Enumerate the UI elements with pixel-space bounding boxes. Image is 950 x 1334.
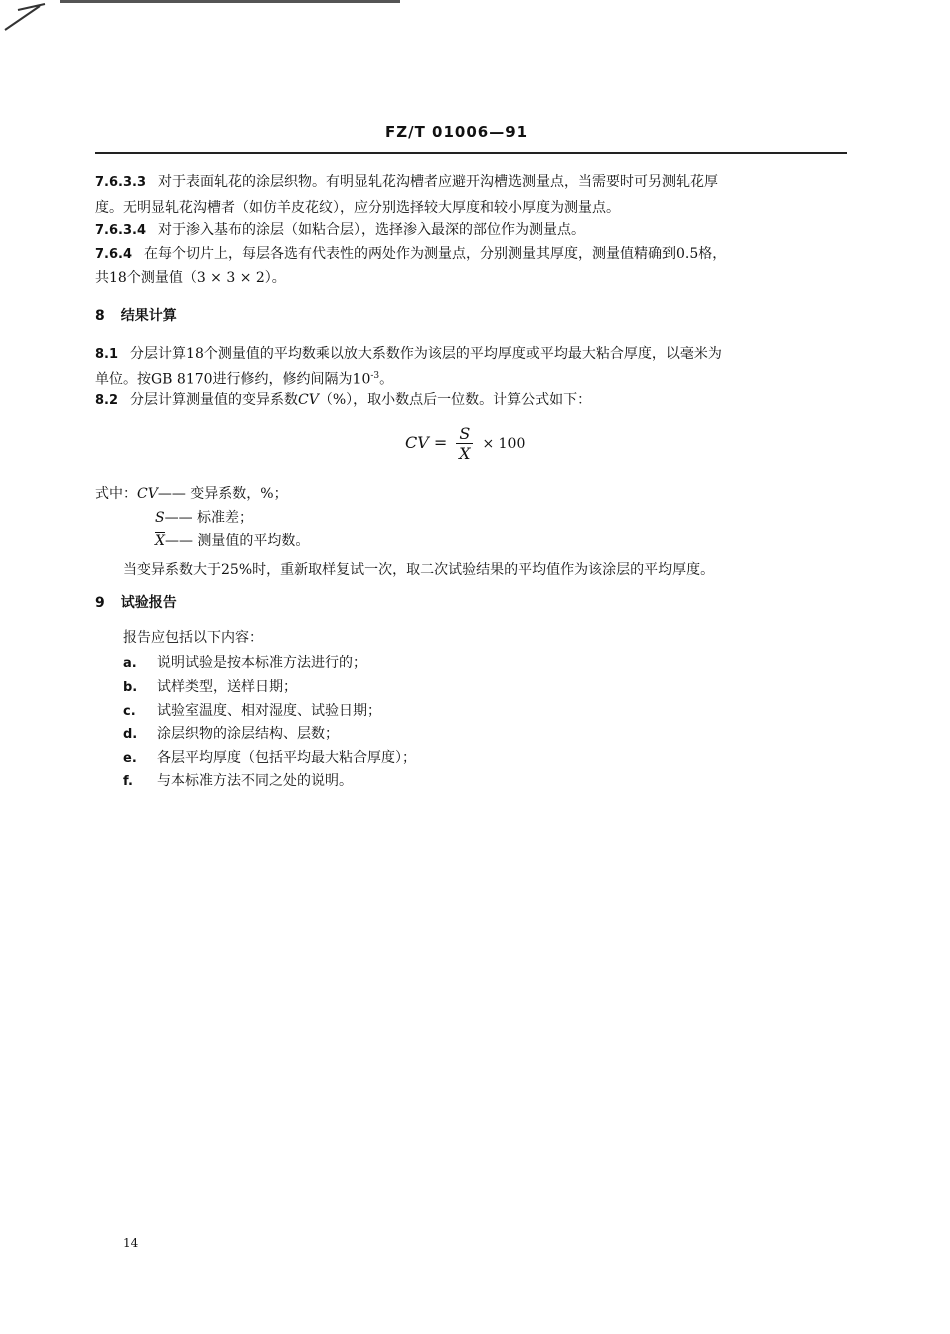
formula-fraction [456,424,473,463]
standard-code: FZ/T 01006—91 [385,123,529,141]
section-heading-9 [95,592,177,612]
cv-note: 当变异系数大于25%时，重新取样复试一次，取二次试验结果的平均值作为该涂层的平均厚度。 [123,562,715,578]
where-x [155,531,309,551]
list-item [123,701,381,722]
formula-equals: = [433,433,448,452]
cv-formula [405,424,525,463]
page-number: 14 [123,1236,139,1250]
para-text: （%），取小数点后一位数。计算公式如下： [318,392,592,408]
list-item [123,677,297,698]
list-label: c. [123,704,136,719]
where-s [155,508,253,528]
superscript: -3 [370,371,380,381]
report-intro: 报告应包括以下内容： [123,630,263,646]
clause-number: 8.1 [95,347,119,362]
formula-multiplier: × 100 [482,436,526,452]
para-text: 对于表面轧花的涂层织物。有明显轧花沟槽者应避开沟槽选测量点，当需要时可另测轧花厚 [158,174,718,190]
para-text: 分层计算18个测量值的平均数乘以放大系数作为该层的平均厚度或平均最大粘合厚度，以毫米为 [130,346,722,362]
para-7633-line1 [95,172,718,193]
list-item [123,771,353,792]
cv-symbol: CV [298,392,319,408]
where-desc: —— 变异系数，%； [157,486,288,502]
list-label: e. [123,751,137,766]
heading-number: 8 [95,308,105,324]
para-text: 。 [379,371,394,388]
where-symbol: CV [137,486,158,502]
para-text: 对于渗入基布的涂层（如粘合层），选择渗入最深的部位作为测量点。 [158,222,585,238]
where-symbol: $\overline{X}$ [155,533,165,549]
para-text: 分层计算测量值的变异系数 [130,392,299,408]
scan-mark [0,0,60,40]
para-text: 在每个切片上，每层各选有代表性的两处作为测量点，分别测量其厚度，测量值精确到0.5格， [144,246,727,262]
list-label: a. [123,656,137,671]
where-intro: 式中： [95,486,137,502]
clause-number: 7.6.4 [95,247,133,262]
para-text: 单位。按GB 8170进行修约，修约间隔为10 [95,371,371,388]
list-text: 试样类型，送样日期； [157,679,297,695]
where-cv [95,484,288,504]
para-81-line2 [95,366,393,390]
para-82 [95,390,591,411]
list-text: 试验室温度、相对湿度、试验日期； [157,703,381,719]
where-symbol: S [155,510,165,526]
formula-numerator: S [456,424,473,444]
header-rule [95,152,847,154]
list-text: 与本标准方法不同之处的说明。 [157,773,353,789]
para-764-line2: 共18个测量值（3 × 3 × 2）。 [95,270,286,286]
para-7634 [95,220,585,241]
scan-top-rule [60,0,400,3]
formula-lhs: CV [405,433,429,452]
formula-denominator: X [459,444,471,463]
list-label: f. [123,774,133,789]
section-heading-8 [95,305,177,325]
list-item [123,748,416,769]
clause-number: 7.6.3.3 [95,175,146,190]
para-81-line1 [95,344,722,365]
list-item [123,653,367,674]
list-label: b. [123,680,138,695]
where-desc: —— 测量值的平均数。 [164,533,310,549]
para-764-line1 [95,244,726,265]
list-text: 说明试验是按本标准方法进行的； [157,655,367,671]
list-text: 各层平均厚度（包括平均最大粘合厚度）； [157,750,416,766]
list-label: d. [123,727,138,742]
heading-title: 试验报告 [120,595,177,611]
para-7633-line2: 度。无明显轧花沟槽者（如仿羊皮花纹），应分别选择较大厚度和较小厚度为测量点。 [95,200,620,216]
where-desc: —— 标准差； [164,510,254,526]
clause-number: 8.2 [95,393,119,408]
clause-number: 7.6.3.4 [95,223,146,238]
list-text: 涂层织物的涂层结构、层数； [157,726,339,742]
heading-number: 9 [95,595,105,611]
list-item [123,724,339,745]
heading-title: 结果计算 [120,308,177,324]
